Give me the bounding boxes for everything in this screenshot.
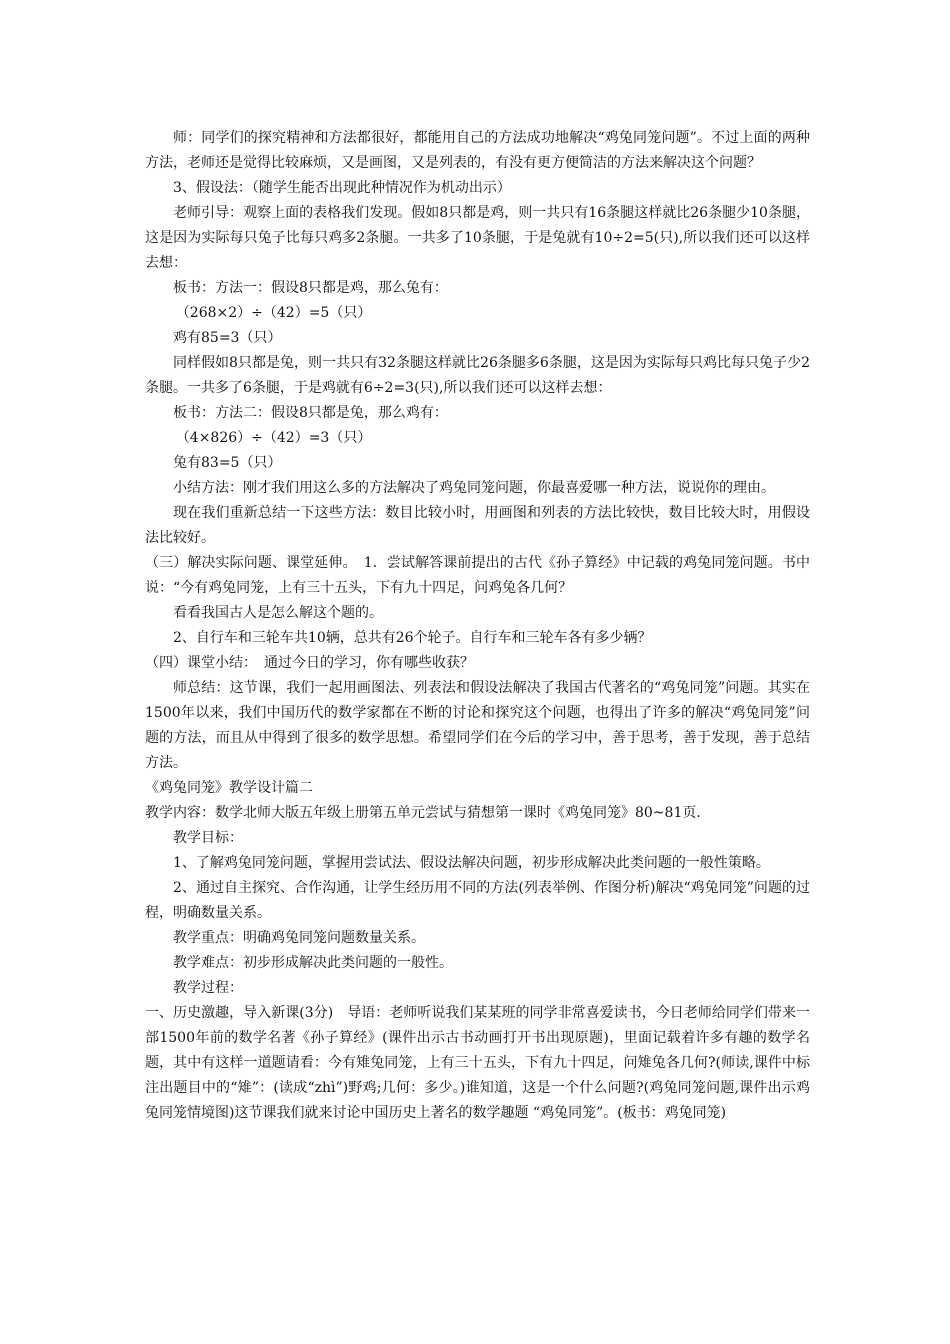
paragraph: 教学内容：数学北师大版五年级上册第五单元尝试与猜想第一课时《鸡兔同笼》80~81页. [145,805,701,821]
formula-line: （4×826）÷（42）=3（只） [175,430,372,446]
paragraph: 教学重点：明确鸡兔同笼问题数量关系。 [173,930,425,946]
paragraph: 看看我国古人是怎么解这个题的。 [173,605,383,621]
section-heading: （三）解决实际问题、课堂延伸。 1．尝试解答课前提出的古代《孙子算经》中记载的鸡兔同笼问题。书中说：“今有鸡兔同笼，上有三十五头，下有九十四足，问鸡兔各几何？ [145,555,810,596]
paragraph: 教学过程： [173,980,243,996]
paragraph: 3、假设法：（随学生能否出现此种情况作为机动出示） [173,180,511,196]
paragraph: 同样假如8只都是兔，则一共只有32条腿这样就比26条腿多6条腿，这是因为实际每只鸡比每只兔子少2条腿。一共多了6条腿，于是鸡就有6÷2=3(只),所以我们还可以这样去想： [145,355,810,396]
paragraph: 师：同学们的探究精神和方法都很好，都能用自己的方法成功地解决“鸡兔同笼问题”。不过上面的两种方法，老师还是觉得比较麻烦，又是画图，又是列表的，有没有更方便简洁的方法来解决这个问题？ [145,130,810,171]
paragraph: 小结方法：刚才我们用这么多的方法解决了鸡兔同笼问题，你最喜爱哪一种方法，说说你的理由。 [173,480,775,496]
paragraph: 2、通过自主探究、合作沟通，让学生经历用不同的方法(列表举例、作图分析)解决“鸡兔同笼”问题的过程，明确数量关系。 [145,880,810,921]
paragraph: 师总结：这节课，我们一起用画图法、列表法和假设法解决了我国古代著名的“鸡兔同笼”问题。其实在1500年以来，我们中国历代的数学家都在不断的讨论和探究这个问题，也得出了许多的解决“鸡兔同笼”问题的方法，而且从中得到了很多的数学思想。希望同学们在今后的学习中，善于思考，善于发现，善于总结方法。 [145,680,810,771]
paragraph: 老师引导：观察上面的表格我们发现。假如8只都是鸡，则一共只有16条腿这样就比26条腿少10条腿，这是因为实际每只兔子比每只鸡多2条腿。一共多了10条腿，于是兔就有10÷2=5(只),所以我们还可以这样去想： [145,205,810,271]
paragraph: 兔有83=5（只） [173,455,282,471]
paragraph: 1、了解鸡兔同笼问题，掌握用尝试法、假设法解决问题，初步形成解决此类问题的一般性策略。 [173,855,770,871]
paragraph: 板书：方法二：假设8只都是兔，那么鸡有： [173,405,448,421]
article-title: 《鸡兔同笼》教学设计篇二 [145,780,313,796]
section-heading: 一、历史激趣，导入新课(3分) 导语：老师听说我们某某班的同学非常喜爱读书，今日老师给同学们带来一部1500年前的数学名著《孙子算经》(课件出示古书动画打开书出现原题)，里面记载着许多有趣的数学名题，其中有这样一道题请看：今有雉兔同笼，上有三十五头，下有九十四足，问雉兔各几何?(师读,课件中标注出题目中的“雉”：(读成“zhì”)野鸡;几何：多少。)谁知道，这是一个什么问题?(鸡兔同笼问题,课件出示鸡兔同笼情境图)这节课我们就来讨论中国历史上著名的数学趣题 “鸡兔同笼”。(板书：鸡兔同笼) [145,1005,810,1121]
formula-line: （268×2）÷（42）=5（只） [175,305,372,321]
document-body [145,126,810,1126]
paragraph: 鸡有85=3（只） [173,330,282,346]
paragraph: 2、自行车和三轮车共10辆，总共有26个轮子。自行车和三轮车各有多少辆？ [173,630,652,646]
paragraph: 板书：方法一：假设8只都是鸡，那么兔有： [173,280,448,296]
paragraph: 现在我们重新总结一下这些方法：数目比较小时，用画图和列表的方法比较快，数目比较大时，用假设法比较好。 [145,505,810,546]
paragraph: 教学难点：初步形成解决此类问题的一般性。 [173,955,453,971]
paragraph: 教学目标： [173,830,243,846]
section-heading: （四）课堂小结： 通过今日的学习，你有哪些收获？ [145,655,474,671]
